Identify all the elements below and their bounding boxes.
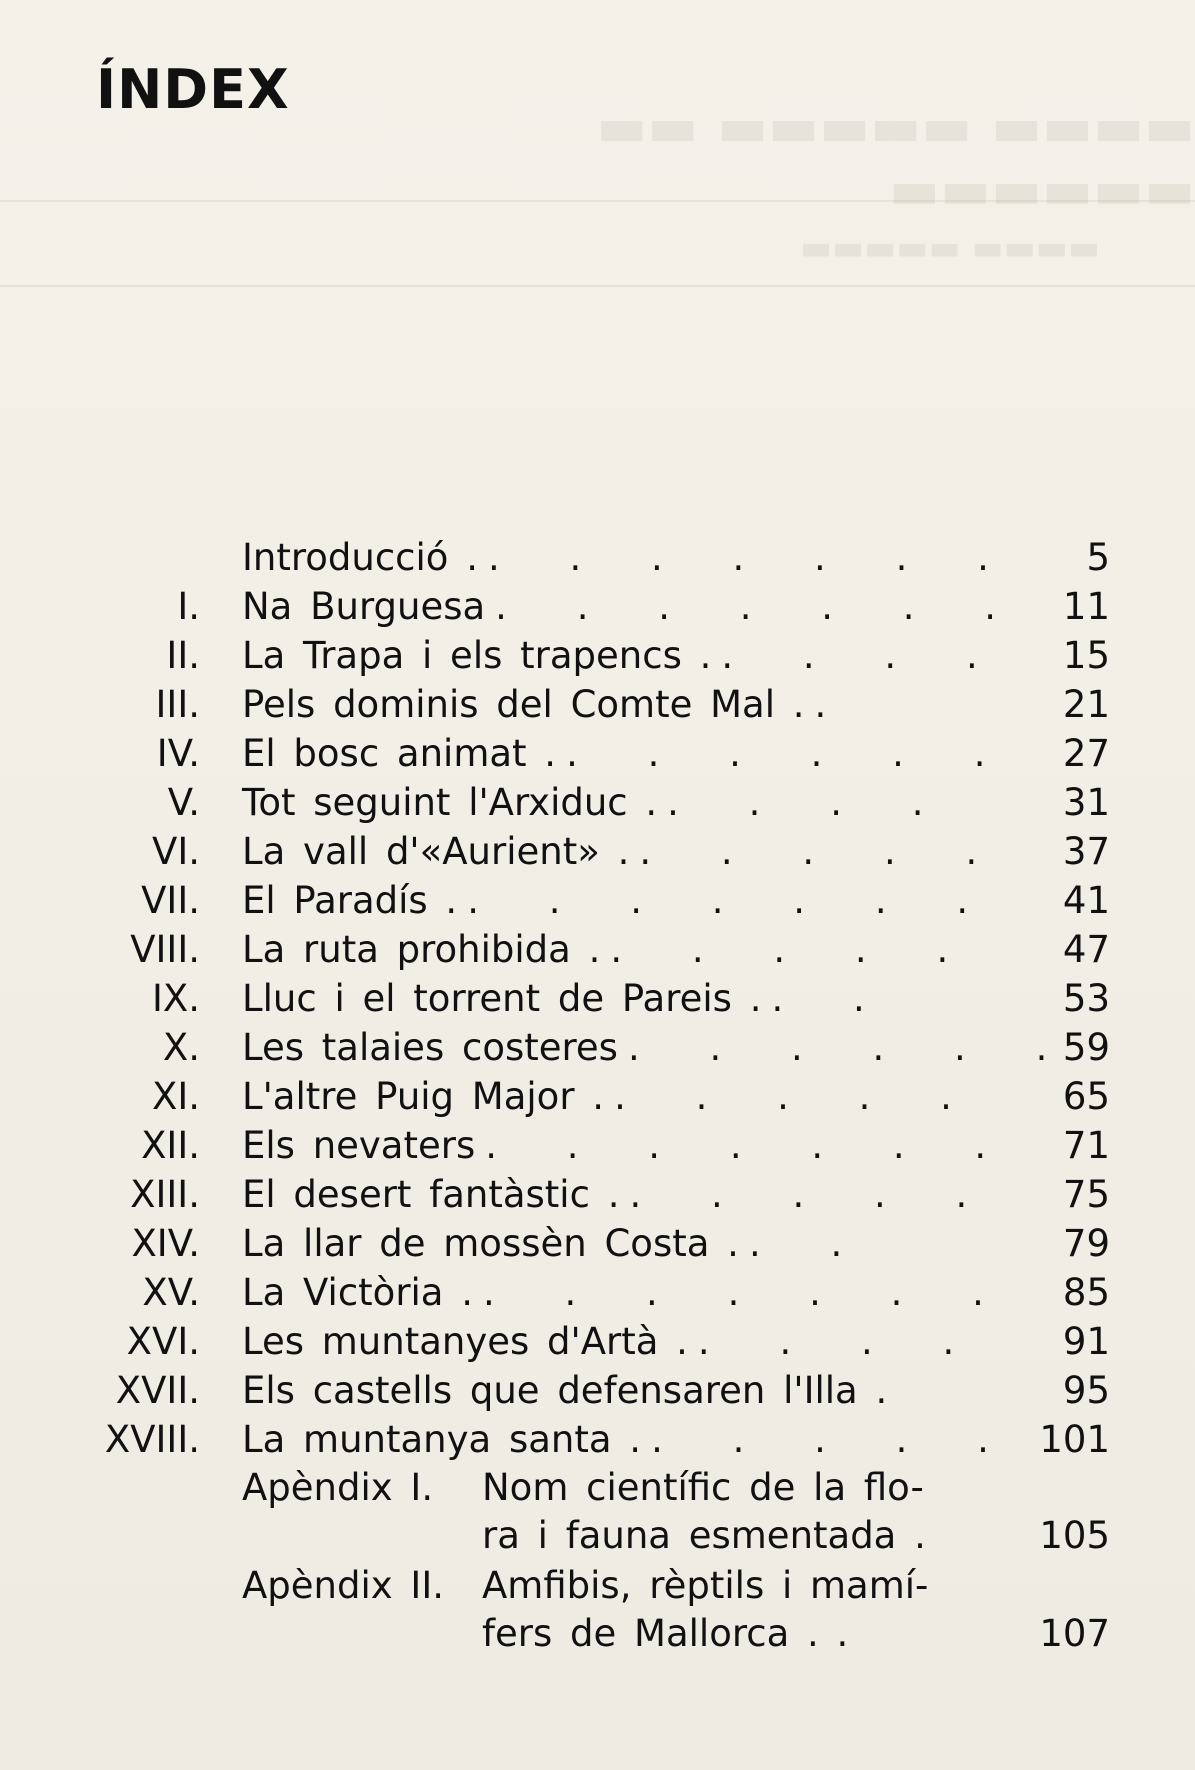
appendix-label: Apèndix I.: [242, 1466, 434, 1509]
leader-dots: . . . . .: [629, 1173, 994, 1216]
table-of-contents: [0, 533, 1195, 1660]
page-number: 47: [1062, 928, 1110, 971]
chapter-number: V.: [167, 781, 200, 824]
appendix-title: [482, 1562, 962, 1658]
toc-entry: [0, 925, 1195, 974]
leader-dots: . . . . .: [639, 830, 1004, 873]
chapter-title: El bosc animat . . . . . . .: [242, 732, 1012, 775]
page-number: 65: [1062, 1075, 1110, 1118]
toc-entry: [0, 729, 1195, 778]
leader-dots: . . . .: [667, 781, 950, 824]
toc-entry: [0, 1415, 1195, 1464]
toc-entry: [0, 680, 1195, 729]
chapter-number: XV.: [142, 1271, 200, 1314]
leader-dots: . . . .: [697, 1320, 981, 1363]
chapter-number: VI.: [152, 830, 200, 873]
chapter-title: La Trapa i els trapencs . . . . .: [242, 634, 1004, 677]
chapter-number: VII.: [141, 879, 200, 922]
chapter-title: La vall d'«Aurient» . . . . . .: [242, 830, 1004, 873]
page-number: 5: [1086, 536, 1110, 579]
chapter-number: XIII.: [130, 1173, 200, 1216]
page-number: 41: [1062, 879, 1110, 922]
page-number: 85: [1062, 1271, 1110, 1314]
chapter-number: X.: [162, 1026, 200, 1069]
chapter-title: La muntanya santa . . . . . .: [242, 1418, 1015, 1461]
leader-dots: [887, 1369, 897, 1412]
page-number: 91: [1062, 1320, 1110, 1363]
chapter-number: XVIII.: [104, 1418, 200, 1461]
chapter-number: XII.: [141, 1124, 200, 1167]
toc-entry: [0, 631, 1195, 680]
page-number: 107: [1039, 1612, 1110, 1655]
toc-entry: [0, 1170, 1195, 1219]
bleed-through-rule: [0, 285, 1195, 287]
page-number: 79: [1062, 1222, 1110, 1265]
chapter-number: XIV.: [131, 1222, 200, 1265]
chapter-title: Les talaies costeres . . . . . .: [242, 1026, 1074, 1069]
chapter-number: XVII.: [115, 1369, 200, 1412]
chapter-title: El Paradís . . . . . . . .: [242, 879, 995, 922]
chapter-title: Els nevaters . . . . . . .: [242, 1124, 1013, 1167]
page-number: 27: [1062, 732, 1110, 775]
toc-appendix-entry: [0, 1464, 1195, 1562]
toc-entry: [0, 974, 1195, 1023]
chapter-number: IX.: [151, 977, 200, 1020]
chapter-title: La ruta prohibida . . . . . .: [242, 928, 975, 971]
leader-dots: . . . . . . .: [487, 536, 1015, 579]
page-number: 75: [1062, 1173, 1110, 1216]
leader-dots: . . . . .: [610, 928, 975, 971]
leader-dots: . .: [748, 1222, 869, 1265]
chapter-number: IV.: [156, 732, 200, 775]
toc-entry: [0, 1219, 1195, 1268]
leader-dots: . . . . . . .: [483, 1271, 1010, 1314]
toc-entry: [0, 827, 1195, 876]
page-number: 71: [1062, 1124, 1110, 1167]
chapter-number: II.: [166, 634, 200, 677]
leader-dots: . . . . . . .: [495, 585, 1023, 628]
bleed-through-decoration: ▬▬▬▬ ▬▬▬▬▬ ▬▬ ▬▬▬▬▬▬: [596, 95, 1195, 221]
page-number: 21: [1062, 683, 1110, 726]
toc-entry: [0, 533, 1195, 582]
chapter-title: El desert fantàstic . . . . . .: [242, 1173, 994, 1216]
chapter-number: VIII.: [130, 928, 200, 971]
page-number: 53: [1062, 977, 1110, 1020]
chapter-title: Pels dominis del Comte Mal . .: [242, 683, 853, 726]
toc-entry: [0, 1121, 1195, 1170]
leader-dots: . . . . . . .: [467, 879, 995, 922]
appendix-title-line: Amfibis, rèptils i mamí-: [482, 1564, 929, 1607]
leader-dots: . . . . . . .: [485, 1124, 1013, 1167]
appendix-title: [482, 1464, 962, 1560]
bleed-through-rule: [0, 200, 1195, 202]
chapter-number: I.: [177, 585, 200, 628]
appendix-title-line: ra i fauna esmentada .: [482, 1514, 926, 1557]
chapter-title: Introducció . . . . . . . .: [242, 536, 1015, 579]
page-number: 15: [1062, 634, 1110, 677]
chapter-title: L'altre Puig Major . . . . . .: [242, 1075, 978, 1118]
appendix-title-line: Nom científic de la flo-: [482, 1466, 924, 1509]
toc-entry: [0, 1023, 1195, 1072]
leader-dots: . .: [771, 977, 891, 1020]
leader-dots: . . . . . .: [566, 732, 1012, 775]
appendix-title-line: fers de Mallorca . .: [482, 1612, 849, 1655]
toc-entry: [0, 1366, 1195, 1415]
chapter-title: Tot seguint l'Arxiduc . . . . .: [242, 781, 950, 824]
toc-entry: [0, 1072, 1195, 1121]
leader-dots: . . . .: [721, 634, 1004, 677]
chapter-title: Lluc i el torrent de Pareis . . .: [242, 977, 891, 1020]
leader-dots: . . . . . .: [627, 1026, 1074, 1069]
page-number: 31: [1062, 781, 1110, 824]
chapter-title: La Victòria . . . . . . . .: [242, 1271, 1010, 1314]
leader-dots: . . . . .: [651, 1418, 1015, 1461]
chapter-number: III.: [155, 683, 200, 726]
chapter-title: Na Burguesa . . . . . . .: [242, 585, 1023, 628]
toc-appendix-entry: [0, 1562, 1195, 1660]
page-number: 37: [1062, 830, 1110, 873]
page-number: 95: [1062, 1369, 1110, 1412]
chapter-title: Els castells que defensaren l'Illa .: [242, 1366, 962, 1415]
page-title: ÍNDEX: [96, 58, 290, 121]
appendix-label: Apèndix II.: [242, 1564, 445, 1607]
page-number: 11: [1062, 585, 1110, 628]
leader-dots: . . . . .: [614, 1075, 978, 1118]
page-number: 105: [1039, 1514, 1110, 1557]
page-number: 59: [1062, 1026, 1110, 1069]
chapter-number: XI.: [151, 1075, 200, 1118]
toc-entry: [0, 1268, 1195, 1317]
bleed-through-decoration: ▬▬▬▬ ▬▬▬▬▬: [800, 228, 1100, 268]
toc-entry: [0, 876, 1195, 925]
chapter-title: Les muntanyes d'Artà . . . . .: [242, 1320, 981, 1363]
chapter-number: XVI.: [126, 1320, 200, 1363]
chapter-title: La llar de mossèn Costa . . .: [242, 1222, 869, 1265]
toc-entry: [0, 778, 1195, 827]
toc-entry: [0, 582, 1195, 631]
page-number: 101: [1039, 1418, 1110, 1461]
toc-entry: [0, 1317, 1195, 1366]
leader-dots: .: [814, 683, 853, 726]
